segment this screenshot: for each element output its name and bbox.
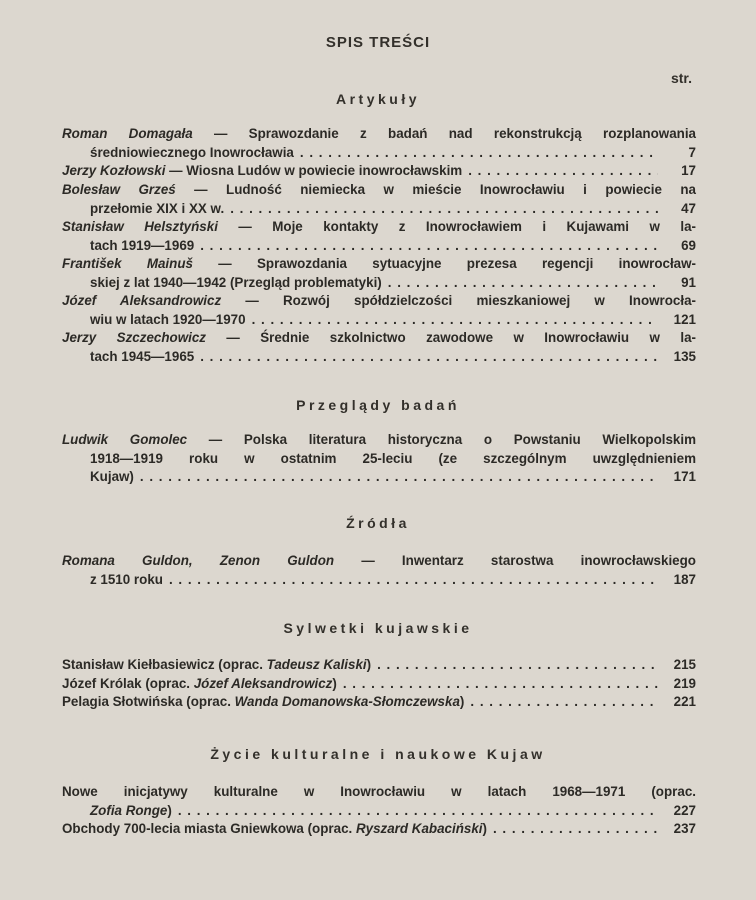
leader-dots [337,675,658,694]
entry-title: — Rozwój spółdzielczości mieszkaniowej w Inowrocła- [221,293,696,308]
entry-title: — Inwentarz starostwa inowrocławskiego [334,553,696,568]
entry-paren: ) [366,657,372,672]
entry-title: — Średnie szkolnictwo zawodowe w Inowrocławiu w la- [205,330,696,345]
entry-author: Wanda Domanowska-Słomczewska [234,694,460,709]
entry-subject: Obchody 700-lecia miasta Gniewkowa (oprac. [62,821,356,836]
entry-title: — Polska literatura historyczna o Powstaniu Wielkopolskim [187,432,696,447]
entry-author: Bolesław Grześ [62,182,176,197]
page-column-label: str. [670,70,692,86]
page-title: SPIS TREŚCI [325,34,431,51]
entry-author: Jerzy Szczechowicz [62,330,206,345]
entry-page: 219 [673,676,696,691]
entry-page: 69 [681,237,696,253]
leader-dots [462,162,658,181]
entry-paren: ) [459,694,465,709]
toc-entry [62,181,696,218]
toc-entry [62,292,696,329]
section-heading-reviews: Przeglądy badań [296,397,460,413]
entry-title-cont: średniowiecznego Inowrocławia [90,144,294,160]
leader-dots [246,311,658,330]
section-heading-articles: Artykuły [335,91,421,107]
entry-page: 91 [681,274,696,290]
entry-title: — Ludność niemiecka w mieście Inowrocławiu i powiecie na [175,182,696,197]
leader-dots [194,237,658,256]
entry-author: Jerzy Kozłowski [62,163,166,178]
entry-page: 227 [673,802,696,818]
entry-author: Ryszard Kabaciński [355,821,483,836]
entry-author: Roman Domagała [62,126,193,141]
entry-title: — Wiosna Ludów w powiecie inowrocławskim [165,163,463,178]
entry-title-cont: wiu w latach 1920—1970 [90,311,246,327]
entry-page: 135 [673,348,696,364]
entry-author: Józef Aleksandrowicz [62,293,222,308]
toc-entry [62,329,696,366]
entry-title-cont: z 1510 roku [90,571,163,587]
entry-author: Zofia Ronge [90,802,168,818]
entry-subject: Pelagia Słotwińska (oprac. [62,694,235,709]
section-heading-cultural-life: Życie kulturalne i naukowe Kujaw [210,746,546,762]
entry-page: 187 [673,571,696,587]
leader-dots [172,802,658,821]
leader-dots [163,571,658,590]
leader-dots [134,468,658,487]
toc-entry [62,820,696,839]
entry-title-cont: przełomie XIX i XX w. [90,200,225,216]
toc-entry [62,675,696,694]
entry-author: Ludwik Gomolec [62,432,188,447]
entry-title: — Moje kontakty z Inowrocławiem i Kujawami w la- [217,219,696,234]
entry-page: 7 [688,144,696,160]
entry-page: 17 [681,163,696,178]
entry-author: Józef Aleksandrowicz [193,676,333,691]
leader-dots [382,274,658,293]
leader-dots [224,200,658,219]
entry-title: Nowe inicjatywy kulturalne w Inowrocławiu w latach 1968—1971 (oprac. [62,784,696,799]
entry-title: — Sprawozdanie z badań nad rekonstrukcją rozplanowania [192,126,696,141]
entry-page: 121 [673,311,696,327]
entry-author: Romana Guldon, Zenon Guldon [62,553,335,568]
entry-author: František Mainuš [62,256,193,271]
leader-dots [294,144,658,163]
toc-entry [62,125,696,162]
entry-page: 237 [673,821,696,836]
toc-entry [62,218,696,255]
toc-entry [62,255,696,292]
entry-subject: Józef Królak (oprac. [62,676,194,691]
entry-title-cont: tach 1945—1965 [90,348,195,364]
entry-author: Tadeusz Kaliski [266,657,367,672]
entry-subject: Stanisław Kiełbasiewicz (oprac. [62,657,267,672]
entry-author: Stanisław Helsztyński [62,219,218,234]
toc-entry [62,783,696,820]
leader-dots [464,693,658,712]
entry-paren: ) [482,821,487,836]
toc-entry [62,431,696,487]
entry-page: 215 [673,657,696,672]
toc-entry [62,656,696,675]
entry-paren: ) [167,802,172,818]
entry-paren: ) [332,676,337,691]
entry-page: 171 [673,469,696,484]
leader-dots [194,348,658,367]
entry-title-cont: Kujaw) [90,469,134,484]
toc-entry [62,552,696,589]
section-heading-sources: Źródła [346,515,410,531]
entry-page: 47 [681,200,696,216]
toc-entry [62,162,696,181]
entry-title-cont: skiej z lat 1940—1942 (Przegląd problematyki) [90,274,382,290]
entry-page: 221 [673,694,696,709]
leader-dots [487,820,658,839]
entry-title-cont: tach 1919—1969 [90,237,195,253]
toc-entry [62,693,696,712]
section-heading-profiles: Sylwetki kujawskie [283,620,473,636]
leader-dots [371,656,658,675]
entry-title-cont: 1918—1919 roku w ostatnim 25-leciu (ze szczególnym uwzględnieniem [90,450,696,466]
entry-title: — Sprawozdania sytuacyjne prezesa regencji inowrocław- [192,256,696,271]
